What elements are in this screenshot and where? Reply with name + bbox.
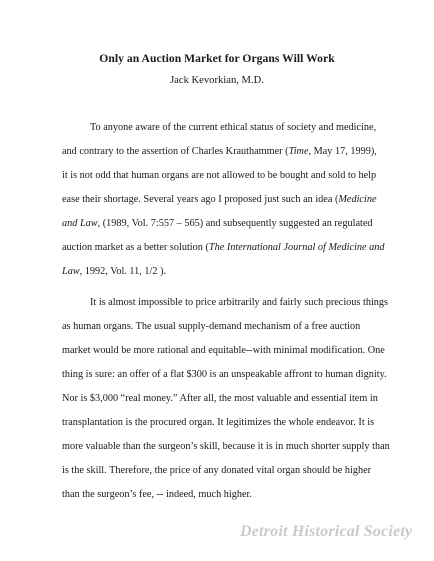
document-title: Only an Auction Market for Organs Will Work: [99, 52, 335, 65]
watermark-logo: Detroit Historical Society: [240, 523, 413, 540]
paragraph-2-line: as human organs. The usual supply-demand mechanism of a free auction: [62, 321, 361, 332]
paragraph-1-line: To anyone aware of the current ethical status of society and medicine,: [90, 122, 377, 133]
paragraph-2-line: Nor is $3,000 “real money.” After all, the most valuable and essential item in: [62, 393, 378, 404]
paragraph-1-line: it is not odd that human organs are not allowed to be bought and sold to help: [62, 170, 377, 181]
paragraph-2-line: market would be more rational and equitable--with minimal modification. One: [62, 345, 385, 356]
paragraph-1-line: Law, 1992, Vol. 11, 1/2 ).: [62, 266, 167, 277]
paragraph-2-line: thing is sure: an offer of a flat $300 is an unspeakable affront to human dignity.: [62, 369, 387, 380]
paragraph-2-line: more valuable than the surgeon’s skill, because it is in much shorter supply than: [62, 441, 390, 452]
paragraph-2-line: transplantation is the procured organ. It legitimizes the whole endeavor. It is: [62, 417, 375, 428]
document-author: Jack Kevorkian, M.D.: [170, 75, 264, 86]
paragraph-2-line: than the surgeon’s fee, -- indeed, much higher.: [62, 489, 252, 500]
paragraph-2-line: is the skill. Therefore, the price of any donated vital organ should be higher: [62, 465, 372, 476]
paragraph-1-line: and Law, (1989, Vol. 7:557 – 565) and subsequently suggested an regulated: [62, 218, 373, 229]
paragraph-1-line: and contrary to the assertion of Charles Krauthammer (Time, May 17, 1999),: [62, 146, 377, 157]
paragraph-1-line: auction market as a better solution (The International Journal of Medicine and: [62, 242, 385, 253]
paragraph-2-line: It is almost impossible to price arbitrarily and fairly such precious things: [90, 297, 389, 308]
paragraph-1-line: ease their shortage. Several years ago I proposed just such an idea (Medicine: [62, 194, 377, 205]
